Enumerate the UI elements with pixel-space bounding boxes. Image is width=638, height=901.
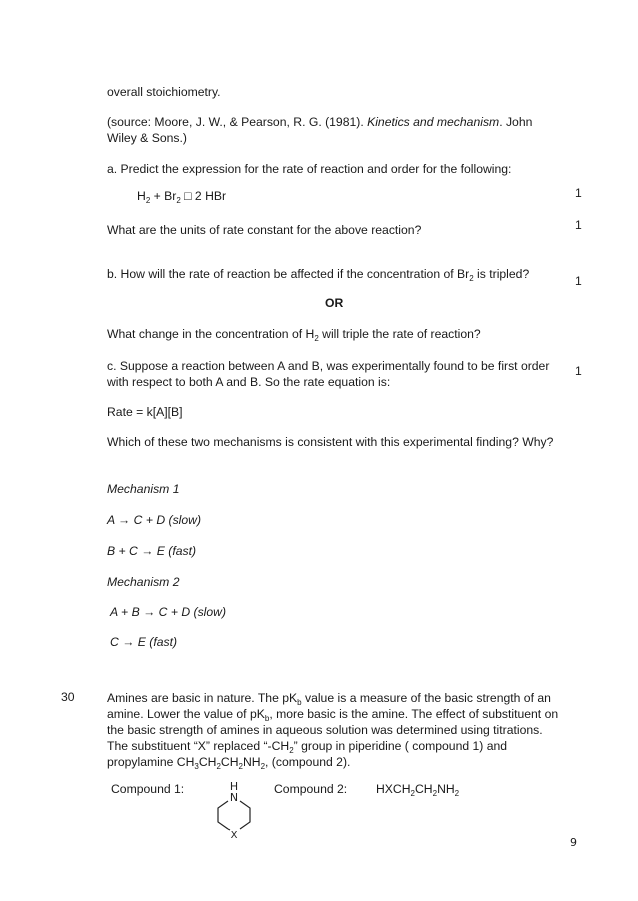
q30-sub: 3: [194, 762, 199, 771]
q30-sub: b: [297, 698, 302, 707]
c2-part: CH: [415, 782, 433, 796]
or-label: OR: [325, 296, 344, 310]
marks-2: 1: [575, 218, 582, 232]
qb2-sub: 2: [314, 334, 319, 343]
page-number: 9: [570, 836, 577, 849]
q30-part: , more basic is the amine. The effect of substituent on the basic strength of amines in aqueous solution was determined using titrations. The substituent “X” replaced “-CH: [107, 707, 559, 753]
qb-sub: 2: [469, 274, 474, 283]
question-units: What are the units of rate constant for the above reaction?: [107, 223, 422, 237]
eq-sub: 2: [176, 196, 181, 205]
q30-part: , (compound 2).: [265, 755, 351, 769]
compound-1-label: Compound 1:: [111, 782, 185, 796]
eq-sub: 2: [145, 196, 151, 205]
compound-2-formula: [376, 781, 638, 797]
eq-part: □ 2 HBr: [180, 189, 227, 203]
citation-text: (source: Moore, J. W., & Pearson, R. G. (1981).: [107, 115, 368, 129]
equation: [137, 188, 592, 204]
marks-4: 1: [575, 364, 582, 378]
mechanism-2-step-2: C → E (fast): [110, 635, 178, 649]
qb-part: b. How will the rate of reaction be affected if the concentration of Br: [107, 267, 470, 281]
question-30-text: [107, 690, 562, 770]
c2-part: NH: [437, 782, 455, 796]
ring-bonds-right: [240, 801, 250, 829]
mechanism-2-title: Mechanism 2: [107, 575, 180, 589]
ring-h-label: H: [229, 780, 239, 793]
mechanism-1-step-1: A → C + D (slow): [107, 513, 202, 527]
c2-part: HXCH: [376, 782, 411, 796]
question-number: 30: [61, 690, 75, 704]
marks-1: 1: [575, 186, 582, 200]
mechanism-1-title: Mechanism 1: [107, 482, 180, 496]
q30-part: value is a measure of the basic strength of an amine. Lower the value of pK: [107, 691, 551, 721]
qb2-part: will triple the rate of reaction?: [318, 327, 481, 341]
q30-part: Amines are basic in nature. The pK: [107, 691, 298, 705]
q30-sub: 2: [238, 762, 243, 771]
q30-part: CH: [220, 755, 239, 769]
question-c: c. Suppose a reaction between A and B, was experimentally found to be first order with respect to both A and B. So the rate equation is:: [107, 359, 550, 389]
eq-part: H: [137, 189, 146, 203]
mechanism-2-step-1: A + B → C + D (slow): [110, 605, 227, 619]
ring-x-label: X: [230, 830, 238, 841]
ring-n-label: N: [229, 791, 239, 804]
citation-title: Kinetics and mechanism: [367, 115, 500, 129]
q30-part: CH: [198, 755, 217, 769]
c2-sub: 2: [454, 789, 460, 798]
q30-sub: 2: [216, 762, 221, 771]
question-which: Which of these two mechanisms is consistent with this experimental finding? Why?: [107, 435, 554, 449]
citation-text: . John: [499, 115, 533, 129]
mechanism-1-step-2: B + C → E (fast): [107, 544, 197, 558]
question-b: [107, 266, 562, 282]
q30-sub: b: [264, 714, 270, 723]
piperidine-ring-diagram: [205, 776, 265, 842]
source-citation: [107, 114, 562, 146]
qb-part: is tripled?: [473, 267, 530, 281]
question-b-alt: [107, 326, 562, 342]
ring-bonds: [218, 801, 228, 829]
c2-sub: 2: [410, 789, 415, 798]
question-a: a. Predict the expression for the rate of reaction and order for the following:: [107, 162, 512, 176]
qb2-part: What change in the concentration of H: [107, 327, 315, 341]
text-line: overall stoichiometry.: [107, 85, 221, 99]
q30-part: NH: [242, 755, 261, 769]
rate-equation: Rate = k[A][B]: [107, 405, 183, 419]
q30-sub: 2: [260, 762, 266, 771]
c2-sub: 2: [432, 789, 438, 798]
citation-text: Wiley & Sons.): [107, 131, 187, 145]
eq-part: + Br: [150, 189, 177, 203]
q30-sub: 2: [289, 746, 294, 755]
q30-part: ” group in piperidine ( compound 1) and propylamine CH: [107, 739, 508, 769]
compound-2-label: Compound 2:: [274, 782, 348, 796]
marks-3: 1: [575, 274, 582, 288]
